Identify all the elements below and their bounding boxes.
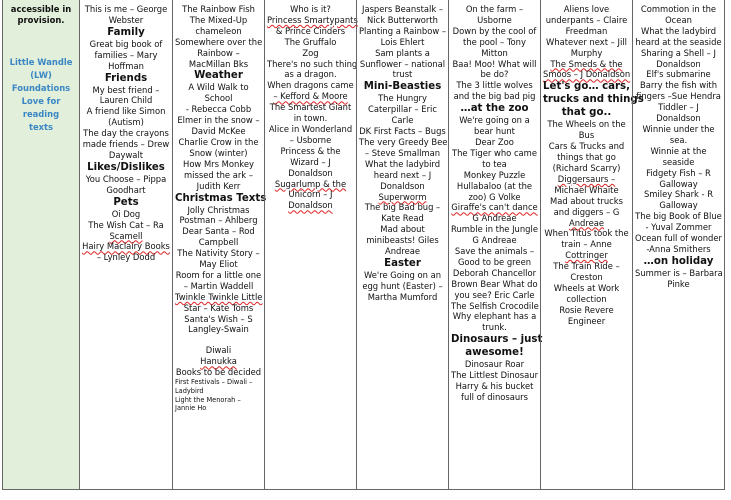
- book-line: Harry & his bucket: [455, 381, 534, 392]
- book-line: Great big book of: [89, 38, 163, 49]
- provision-note: accessible in: [10, 4, 72, 14]
- little-wandle-label: (LW): [30, 69, 52, 80]
- little-wandle-label: Little Wandle: [9, 56, 73, 67]
- book-line: Charlie Crow in the: [178, 136, 259, 147]
- spellcheck-flagged-text: Sugarlump & the: [274, 178, 347, 189]
- book-line: Princess & the: [280, 145, 341, 156]
- book-line: Down by the cool of: [452, 25, 537, 36]
- book-line: Oi Dog: [111, 208, 141, 219]
- book-line-small: Light the Menorah –: [175, 395, 241, 404]
- spellcheck-flagged-text: Hairy Maclairy Books: [82, 241, 170, 252]
- book-line: Star – Kate Toms: [183, 302, 254, 313]
- book-line: be do?: [480, 69, 509, 80]
- book-line: egg hunt (Easter) –: [362, 280, 443, 291]
- section-heading: Easter: [384, 257, 421, 269]
- section-heading: Dinosaurs – just: [451, 334, 543, 346]
- book-line: Daywalt: [108, 149, 144, 160]
- book-line: Goodhart: [106, 184, 146, 195]
- book-line: to tea: [482, 158, 507, 169]
- book-line: fingers –Sue Hendra: [636, 91, 721, 102]
- book-line: Donaldson: [656, 58, 701, 69]
- book-line: The Hungry: [378, 93, 427, 104]
- little-wandle-label: Love for reading: [21, 95, 61, 119]
- book-line: What the ladybird: [364, 158, 441, 169]
- spellcheck-flagged-text: Giraffe's can't dance: [451, 202, 538, 213]
- book-line: and diggers – G: [553, 206, 620, 217]
- spacer: [5, 26, 77, 56]
- book-line: Mad about trucks: [549, 195, 623, 206]
- book-line: May Eliot: [199, 259, 238, 270]
- book-line: Cars & Trucks and: [548, 141, 625, 152]
- table-column-5: [356, 0, 448, 490]
- section-heading: …on holiday: [643, 255, 714, 267]
- book-line: G Andreae: [472, 235, 517, 246]
- book-line: The Tiger who came: [452, 147, 537, 158]
- book-line: you see? Eric Carle: [454, 289, 535, 300]
- book-line: A Wild Walk to: [188, 82, 249, 93]
- book-line: Engineer: [567, 315, 606, 326]
- book-line: Good to be green: [457, 256, 532, 267]
- book-line: Room for a little one: [175, 269, 262, 280]
- book-line: Unicorn – J: [288, 189, 333, 200]
- book-line: Rumble in the Jungle: [451, 224, 538, 235]
- book-line: [267, 14, 358, 26]
- book-line: sea.: [669, 134, 688, 145]
- book-line: [359, 192, 446, 203]
- book-line: as a dragon.: [284, 69, 337, 80]
- book-line: How Mrs Monkey: [183, 158, 254, 169]
- table-column-2: [79, 0, 172, 490]
- book-line: Diwali: [205, 345, 232, 356]
- book-line: Creston: [570, 272, 603, 283]
- book-line: [543, 59, 630, 70]
- book-line: [267, 200, 354, 211]
- book-line: collection: [566, 293, 607, 304]
- book-line: Jolly Christmas: [187, 204, 250, 215]
- section-heading: trucks and things: [543, 94, 644, 106]
- section-heading: Mini-Beasties: [363, 81, 442, 93]
- book-line: Lois Ehlert: [380, 36, 425, 47]
- spellcheck-flagged-text: Superworm: [378, 191, 427, 202]
- book-line: A friend like Simon: [86, 106, 166, 117]
- book-line: seaside: [662, 156, 695, 167]
- book-line: things that go: [557, 152, 616, 163]
- book-line: underpants – Claire: [545, 14, 628, 25]
- table-column-4: [264, 0, 356, 490]
- book-line: Webster: [108, 14, 144, 25]
- book-line: Whatever next – Jill: [546, 36, 627, 47]
- table-column-6: [448, 0, 543, 490]
- book-line: Somewhere over the: [175, 36, 263, 47]
- book-line: Bus: [578, 130, 595, 141]
- book-line: [543, 250, 630, 261]
- book-line: You Choose – Pippa: [85, 173, 167, 184]
- book-line: The very Greedy Bee: [359, 136, 448, 147]
- book-line: The Wish Cat – Ra: [88, 219, 164, 230]
- book-line: heard at the seaside: [635, 36, 722, 47]
- book-line: Deborah Chancellor: [452, 267, 537, 278]
- book-line: The Wheels on the: [547, 119, 626, 130]
- book-line: Galloway: [659, 200, 698, 211]
- book-line: Langley-Swain: [188, 324, 249, 335]
- book-line: Lauren Child: [99, 95, 153, 106]
- book-line: Barry the fish with: [639, 80, 718, 91]
- book-line: missed the ark –: [183, 169, 254, 180]
- book-line: Summer is – Barbara: [635, 267, 723, 278]
- spacer: [175, 335, 262, 345]
- book-line: [267, 179, 354, 190]
- book-line: chameleon: [195, 25, 242, 36]
- book-line: bear hunt: [474, 126, 515, 137]
- table-column-1: [2, 0, 79, 490]
- book-line: School: [204, 93, 233, 104]
- book-line: [175, 356, 262, 367]
- book-line: This is me – George: [84, 4, 168, 14]
- book-line: Rosie Revere: [559, 304, 614, 315]
- book-line: [82, 231, 170, 242]
- book-line: Pinke: [667, 278, 690, 289]
- book-line-small: Jannie Ho: [175, 404, 207, 413]
- book-line: Fidgety Fish – R: [646, 167, 711, 178]
- spellcheck-flagged-text: – Kefford & Moore: [273, 91, 348, 102]
- book-line: The Mixed-Up: [189, 14, 248, 25]
- book-line: Why elephant has a: [452, 311, 537, 322]
- book-line: DK First Facts – Bugs: [359, 126, 446, 137]
- book-line: Donaldson: [288, 167, 333, 178]
- book-line: When dragons came: [267, 80, 354, 91]
- book-line: Commotion in the: [640, 4, 717, 14]
- book-line: What the ladybird: [640, 25, 717, 36]
- section-heading: awesome!: [465, 347, 524, 359]
- book-line: – Martin Waddell: [183, 280, 254, 291]
- book-line: Winnie at the: [650, 145, 707, 156]
- table-column-7: [540, 0, 644, 490]
- book-line: Murphy: [570, 47, 603, 58]
- book-line-small: First Festivals – Diwali –: [175, 378, 253, 387]
- book-line: The 3 little wolves: [456, 80, 533, 91]
- book-line: full of dinosaurs: [461, 392, 528, 402]
- book-line: in town.: [293, 113, 328, 124]
- book-line: Donaldson: [656, 113, 701, 124]
- book-line: Santa's Wish – S: [184, 313, 253, 324]
- book-line: Elmer in the snow –: [177, 115, 260, 126]
- book-line: The Selfish Crocodile: [451, 300, 539, 311]
- section-heading: Pets: [113, 196, 139, 208]
- book-line: Sharing a Shell – J: [640, 47, 717, 58]
- book-line: The Littlest Dinosaur: [451, 370, 539, 381]
- book-line: The day the crayons: [83, 128, 169, 139]
- book-line: Books to be decided: [175, 367, 262, 378]
- book-line: trust: [392, 69, 413, 80]
- book-line: trunk.: [482, 322, 507, 333]
- book-line: We're Going on an: [363, 269, 442, 280]
- book-line: Ocean: [665, 14, 692, 25]
- book-line: Dear Zoo: [475, 136, 514, 147]
- book-line: Winnie under the: [642, 123, 715, 134]
- book-line: families – Mary: [94, 49, 158, 60]
- book-line: – Lynley Dodd: [96, 252, 156, 263]
- book-line: Monkey Puzzle: [463, 169, 526, 180]
- book-line: Galloway: [659, 178, 698, 189]
- book-line: [175, 292, 262, 303]
- book-line: When Titus took the: [544, 228, 629, 239]
- book-line: Ocean full of wonder: [635, 233, 722, 244]
- book-line: [543, 69, 630, 80]
- book-line: Kate Read: [381, 213, 424, 224]
- provision-note: provision.: [17, 14, 65, 25]
- book-line: The Nativity Story –: [177, 248, 260, 259]
- book-line-small: Ladybird: [175, 386, 204, 395]
- spellcheck-flagged-text: The Smeds & the: [550, 58, 623, 69]
- book-line: Carle: [391, 115, 414, 126]
- table-column-3: [172, 0, 267, 490]
- book-line: - Rebecca Cobb: [185, 104, 252, 115]
- little-wandle-label: Foundations: [11, 82, 71, 93]
- spellcheck-flagged-text: Cottringer: [565, 250, 608, 261]
- spellcheck-flagged-text: Twinkle Twinkle Little: [175, 291, 263, 302]
- section-heading: that go..: [561, 107, 612, 119]
- spellcheck-flagged-text: Donaldson: [288, 200, 333, 211]
- spellcheck-flagged-text: Andreae: [568, 217, 605, 228]
- book-line: G Andreae: [472, 213, 517, 224]
- book-line: Martha Mumford: [367, 291, 438, 302]
- book-line: The Gruffalo: [284, 36, 337, 47]
- spellcheck-flagged-text: Hanukka: [200, 356, 237, 367]
- spellcheck-flagged-text: Scamell: [109, 230, 143, 241]
- book-line: Freedman: [565, 25, 608, 36]
- book-line: Wheels at Work: [553, 282, 620, 293]
- book-line: [451, 202, 538, 213]
- book-line: The Train Ride –: [553, 261, 620, 272]
- book-line: Postman – Ahlberg: [179, 215, 258, 226]
- section-heading: Christmas Texts: [175, 192, 267, 204]
- book-line: zoo) G Volke: [468, 191, 521, 202]
- book-line: Hoffman: [108, 60, 144, 71]
- book-line: The big Bad bug –: [364, 202, 441, 213]
- book-line: We're going on a: [459, 115, 530, 126]
- book-line: & Prince Cinders: [275, 25, 346, 36]
- book-line: MacMillan Bks: [188, 58, 249, 69]
- book-line: Who is it?: [290, 4, 331, 14]
- book-line: The Rainbow Fish: [182, 4, 255, 14]
- book-line: On the farm –: [465, 4, 524, 14]
- book-line: Judith Kerr: [196, 180, 241, 191]
- book-line: (Autism): [108, 117, 144, 128]
- book-line: and the big bad pig: [453, 91, 536, 102]
- book-line: Smiley Shark - R: [643, 189, 714, 200]
- book-line: the pool – Tony: [463, 36, 526, 47]
- book-line: Nick Butterworth: [367, 14, 438, 25]
- book-line: Brown Bear What do: [451, 278, 538, 289]
- book-line: Caterpillar – Eric: [368, 104, 437, 115]
- spellcheck-flagged-text: Diggersaurs –: [557, 173, 616, 184]
- book-line: Wizard – J: [290, 156, 331, 167]
- book-line: Jaspers Beanstalk –: [361, 4, 444, 14]
- table-column-8: [632, 0, 725, 490]
- book-line: Rainbow –: [197, 47, 240, 58]
- book-line: Mitton: [481, 47, 508, 58]
- spellcheck-flagged-text: Smoos – J Donaldson: [543, 69, 631, 80]
- book-line: The Smartest Giant: [269, 102, 352, 113]
- book-line: The big Book of Blue: [635, 211, 722, 222]
- book-line: My best friend –: [92, 84, 160, 95]
- book-line: Tiddler – J: [658, 102, 699, 113]
- book-line: – Steve Smallman: [364, 147, 441, 158]
- book-line: Dinosaur Roar: [464, 359, 525, 370]
- book-line: Save the animals –: [454, 246, 535, 257]
- book-line: train – Anne: [561, 239, 612, 250]
- book-line: made friends – Drew: [82, 139, 170, 150]
- book-line: Campbell: [198, 237, 239, 248]
- book-line: [543, 218, 630, 229]
- book-line: Mad about: [380, 224, 425, 235]
- spellcheck-flagged-text: Princess Smartypants: [267, 14, 358, 25]
- section-heading: …at the zoo: [460, 103, 529, 115]
- book-line: Donaldson: [380, 180, 425, 191]
- book-line: Alice in Wonderland: [268, 123, 353, 134]
- book-line: Sam plants a: [375, 47, 430, 58]
- book-line: Snow (winter): [189, 147, 248, 158]
- book-line: (Richard Scarry): [552, 162, 621, 173]
- book-line: [543, 174, 630, 185]
- little-wandle-label: texts: [28, 121, 54, 132]
- book-line: Dear Santa – Rod: [182, 226, 255, 237]
- book-line: Planting a Rainbow –: [359, 25, 447, 36]
- book-line: Zog: [302, 47, 319, 58]
- section-heading: Family: [107, 26, 145, 38]
- book-line: Aliens love: [563, 4, 610, 14]
- book-line: [267, 91, 354, 102]
- book-line: Sunflower – national: [359, 58, 446, 69]
- book-line: - Yuval Zommer: [645, 222, 712, 233]
- book-line: minibeasts! Giles: [366, 235, 439, 246]
- book-line: heard next – J: [373, 169, 432, 180]
- book-line: [82, 241, 170, 252]
- section-heading: Likes/Dislikes: [87, 161, 165, 173]
- book-line: David McKee: [191, 126, 246, 137]
- book-line: Usborne: [477, 14, 512, 25]
- book-line: – Usborne: [289, 134, 332, 145]
- section-heading: Weather: [194, 70, 243, 82]
- book-line: Baa! Moo! What will: [452, 58, 537, 69]
- book-line: Michael Whaite: [554, 184, 619, 195]
- book-line: Elf's submarine: [646, 69, 711, 80]
- book-line: Hullabaloo (at the: [456, 180, 533, 191]
- book-line: Andreae: [384, 246, 421, 257]
- section-heading: Friends: [104, 72, 148, 84]
- book-line: -Anna Smithers: [646, 243, 711, 254]
- section-heading: Let's go… cars,: [543, 81, 630, 93]
- book-line: There's no such thing: [267, 58, 358, 69]
